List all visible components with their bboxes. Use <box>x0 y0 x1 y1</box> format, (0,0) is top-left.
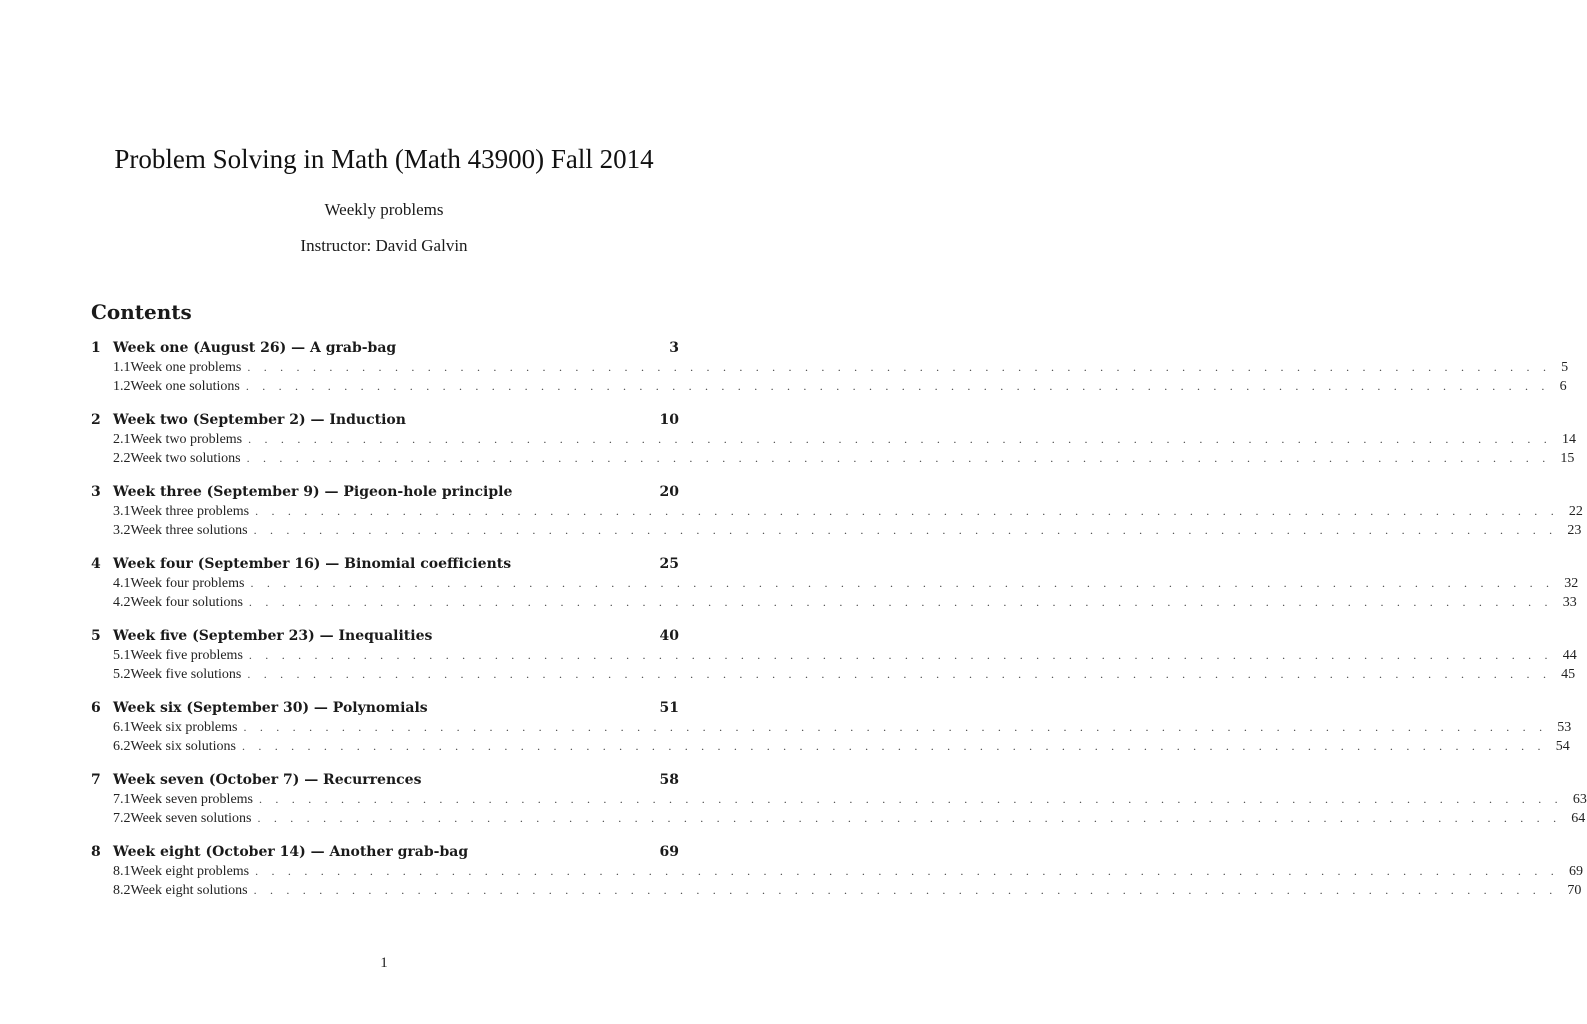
toc-subsection-page: 69 <box>1568 864 1583 879</box>
toc-section-page: 58 <box>659 772 679 788</box>
dot-leader: . . . . . . . . . . . . . . . . . . . . . . . . . . . . . . . . . . . . . . . . . . . . . . . . . . . . . . . . . . . . . . . . . . . . . . . . . . . . . . . . <box>247 360 1552 374</box>
toc-subsection-title: Week three problems <box>130 504 250 519</box>
toc-subsection-number: 3.2 <box>113 523 131 538</box>
dot-leader: . . . . . . . . . . . . . . . . . . . . . . . . . . . . . . . . . . . . . . . . . . . . . . . . . . . . . . . . . . . . . . . . . . . . . . . . . . . . . . . . <box>257 811 1562 825</box>
dot-leader: . . . . . . . . . . . . . . . . . . . . . . . . . . . . . . . . . . . . . . . . . . . . . . . . . . . . . . . . . . . . . . . . . . . . . . . . . . . . . . . . <box>250 576 1555 590</box>
toc-section-title: Week seven (October 7) — Recurrences <box>113 772 422 788</box>
toc-subsection-entry[interactable] <box>91 864 1583 883</box>
toc-section-number: 8 <box>91 844 101 860</box>
dot-leader: . . . . . . . . . . . . . . . . . . . . . . . . . . . . . . . . . . . . . . . . . . . . . . . . . . . . . . . . . . . . . . . . . . . . . . . . . . . . . . . . <box>255 864 1559 878</box>
toc-section <box>91 700 1572 758</box>
toc-subsection-page: 63 <box>1572 792 1587 807</box>
toc-subsection-title: Week six problems <box>130 720 238 735</box>
toc-section <box>91 844 1583 902</box>
toc-subsection-number: 2.2 <box>113 451 131 466</box>
toc-section-entry[interactable] <box>91 700 679 720</box>
toc-section-entry[interactable] <box>91 340 679 360</box>
toc-section-page: 25 <box>659 556 679 572</box>
toc-section <box>91 556 1579 614</box>
toc-subsection-title: Week six solutions <box>130 739 236 754</box>
toc-section <box>91 484 1583 542</box>
toc-subsection-page: 14 <box>1561 432 1576 447</box>
dot-leader: . . . . . . . . . . . . . . . . . . . . . . . . . . . . . . . . . . . . . . . . . . . . . . . . . . . . . . . . . . . . . . . . . . . . . . . . . . . . . . . . <box>248 432 1552 446</box>
toc-section-page: 3 <box>669 340 679 356</box>
toc-subsection-number: 5.1 <box>113 648 131 663</box>
toc-section-title: Week three (September 9) — Pigeon-hole principle <box>113 484 513 500</box>
page-number: 1 <box>380 955 388 971</box>
toc-section-title: Week six (September 30) — Polynomials <box>113 700 428 716</box>
toc-subsection-title: Week seven solutions <box>130 811 252 826</box>
toc-subsection-entry[interactable] <box>91 451 1575 470</box>
dot-leader: . . . . . . . . . . . . . . . . . . . . . . . . . . . . . . . . . . . . . . . . . . . . . . . . . . . . . . . . . . . . . . . . . . . . . . . . . . . . . . . . <box>253 523 1558 537</box>
toc-section-number: 2 <box>91 412 101 428</box>
toc-section-number: 6 <box>91 700 101 716</box>
toc-subsection-title: Week four problems <box>130 576 245 591</box>
toc-subsection-number: 6.2 <box>113 739 131 754</box>
dot-leader: . . . . . . . . . . . . . . . . . . . . . . . . . . . . . . . . . . . . . . . . . . . . . . . . . . . . . . . . . . . . . . . . . . . . . . . . . . . . . . . . <box>253 883 1558 897</box>
toc-subsection-page: 64 <box>1571 811 1586 826</box>
toc-subsection-page: 22 <box>1568 504 1583 519</box>
toc-section-number: 1 <box>91 340 101 356</box>
toc-subsection-page: 53 <box>1557 720 1572 735</box>
toc-section-number: 5 <box>91 628 101 644</box>
toc-subsection-number: 1.2 <box>113 379 131 394</box>
toc-subsection-entry[interactable] <box>91 792 1587 811</box>
toc-subsection-entry[interactable] <box>91 576 1579 595</box>
toc-subsection-title: Week five solutions <box>130 667 242 682</box>
toc-subsection-page: 23 <box>1567 523 1582 538</box>
toc-subsection-title: Week seven problems <box>130 792 253 807</box>
toc-section-entry[interactable] <box>91 844 679 864</box>
toc-subsection-number: 5.2 <box>113 667 131 682</box>
toc-section-number: 4 <box>91 556 101 572</box>
toc-section-title: Week two (September 2) — Induction <box>113 412 406 428</box>
toc-subsection-page: 44 <box>1562 648 1577 663</box>
toc-section-page: 20 <box>659 484 679 500</box>
toc-section-page: 10 <box>659 412 679 428</box>
dot-leader: . . . . . . . . . . . . . . . . . . . . . . . . . . . . . . . . . . . . . . . . . . . . . . . . . . . . . . . . . . . . . . . . . . . . . . . . . . . . . . . . <box>246 451 1551 465</box>
toc-section-number: 3 <box>91 484 101 500</box>
toc-subsection-number: 4.1 <box>113 576 131 591</box>
toc-subsection-page: 33 <box>1562 595 1577 610</box>
toc-subsection-entry[interactable] <box>91 883 1582 902</box>
toc-section-title: Week eight (October 14) — Another grab-bag <box>113 844 469 860</box>
table-of-contents <box>91 340 1587 916</box>
toc-subsection-number: 8.1 <box>113 864 131 879</box>
toc-section-entry[interactable] <box>91 484 679 504</box>
toc-subsection-entry[interactable] <box>91 720 1572 739</box>
toc-subsection-entry[interactable] <box>91 504 1583 523</box>
dot-leader: . . . . . . . . . . . . . . . . . . . . . . . . . . . . . . . . . . . . . . . . . . . . . . . . . . . . . . . . . . . . . . . . . . . . . . . . . . . . . . . . <box>248 648 1553 662</box>
toc-subsection-number: 7.1 <box>113 792 131 807</box>
toc-subsection-number: 4.2 <box>113 595 131 610</box>
dot-leader: . . . . . . . . . . . . . . . . . . . . . . . . . . . . . . . . . . . . . . . . . . . . . . . . . . . . . . . . . . . . . . . . . . . . . . . . . . . . . . . . <box>241 739 1546 753</box>
toc-section-title: Week four (September 16) — Binomial coefficients <box>113 556 512 572</box>
toc-subsection-title: Week two solutions <box>130 451 241 466</box>
toc-section <box>91 628 1577 686</box>
toc-subsection-number: 6.1 <box>113 720 131 735</box>
dot-leader: . . . . . . . . . . . . . . . . . . . . . . . . . . . . . . . . . . . . . . . . . . . . . . . . . . . . . . . . . . . . . . . . . . . . . . . . . . . . . . . . <box>248 595 1553 609</box>
toc-subsection-title: Week two problems <box>130 432 243 447</box>
toc-subsection-entry[interactable] <box>91 379 1567 398</box>
toc-subsection-page: 70 <box>1567 883 1582 898</box>
toc-subsection-number: 3.1 <box>113 504 131 519</box>
toc-subsection-entry[interactable] <box>91 523 1582 542</box>
toc-subsection-number: 2.1 <box>113 432 131 447</box>
dot-leader: . . . . . . . . . . . . . . . . . . . . . . . . . . . . . . . . . . . . . . . . . . . . . . . . . . . . . . . . . . . . . . . . . . . . . . . . . . . . . . . . <box>243 720 1548 734</box>
toc-subsection-title: Week one solutions <box>130 379 240 394</box>
toc-subsection-title: Week four solutions <box>130 595 243 610</box>
toc-subsection-entry[interactable] <box>91 595 1577 614</box>
toc-section-entry[interactable] <box>91 412 679 432</box>
toc-subsection-page: 32 <box>1564 576 1579 591</box>
toc-section-page: 69 <box>659 844 679 860</box>
toc-section-page: 40 <box>659 628 679 644</box>
toc-subsection-title: Week one problems <box>130 360 242 375</box>
toc-section-number: 7 <box>91 772 101 788</box>
toc-subsection-page: 6 <box>1559 379 1567 394</box>
dot-leader: . . . . . . . . . . . . . . . . . . . . . . . . . . . . . . . . . . . . . . . . . . . . . . . . . . . . . . . . . . . . . . . . . . . . . . . . . . . . . . . . <box>259 792 1563 806</box>
toc-subsection-entry[interactable] <box>91 811 1586 830</box>
toc-subsection-title: Week eight solutions <box>130 883 248 898</box>
document-title: Problem Solving in Math (Math 43900) Fall 2014 <box>114 144 654 174</box>
toc-section <box>91 340 1569 398</box>
toc-subsection-page: 45 <box>1561 667 1576 682</box>
dot-leader: . . . . . . . . . . . . . . . . . . . . . . . . . . . . . . . . . . . . . . . . . . . . . . . . . . . . . . . . . . . . . . . . . . . . . . . . . . . . . . . . <box>255 504 1559 518</box>
toc-section-title: Week five (September 23) — Inequalities <box>113 628 433 644</box>
toc-subsection-page: 5 <box>1561 360 1569 375</box>
toc-section-entry[interactable] <box>91 772 679 792</box>
toc-section-page: 51 <box>659 700 679 716</box>
instructor-line: Instructor: David Galvin <box>300 236 468 255</box>
toc-subsection-entry[interactable] <box>91 648 1577 667</box>
toc-subsection-entry[interactable] <box>91 667 1576 686</box>
toc-section-entry[interactable] <box>91 628 679 648</box>
toc-subsection-title: Week five problems <box>130 648 243 663</box>
toc-section <box>91 412 1576 470</box>
toc-subsection-entry[interactable] <box>91 432 1576 451</box>
toc-subsection-entry[interactable] <box>91 739 1570 758</box>
toc-subsection-page: 54 <box>1555 739 1570 754</box>
document-subtitle: Weekly problems <box>324 200 444 219</box>
toc-subsection-title: Week eight problems <box>130 864 250 879</box>
dot-leader: . . . . . . . . . . . . . . . . . . . . . . . . . . . . . . . . . . . . . . . . . . . . . . . . . . . . . . . . . . . . . . . . . . . . . . . . . . . . . . . . <box>245 379 1550 393</box>
toc-subsection-number: 8.2 <box>113 883 131 898</box>
toc-subsection-number: 1.1 <box>113 360 131 375</box>
contents-heading: Contents <box>91 300 192 324</box>
toc-section <box>91 772 1587 830</box>
toc-subsection-number: 7.2 <box>113 811 131 826</box>
toc-section-entry[interactable] <box>91 556 679 576</box>
toc-section-title: Week one (August 26) — A grab-bag <box>113 340 397 356</box>
dot-leader: . . . . . . . . . . . . . . . . . . . . . . . . . . . . . . . . . . . . . . . . . . . . . . . . . . . . . . . . . . . . . . . . . . . . . . . . . . . . . . . . <box>247 667 1552 681</box>
toc-subsection-title: Week three solutions <box>130 523 248 538</box>
toc-subsection-page: 15 <box>1560 451 1575 466</box>
toc-subsection-entry[interactable] <box>91 360 1569 379</box>
